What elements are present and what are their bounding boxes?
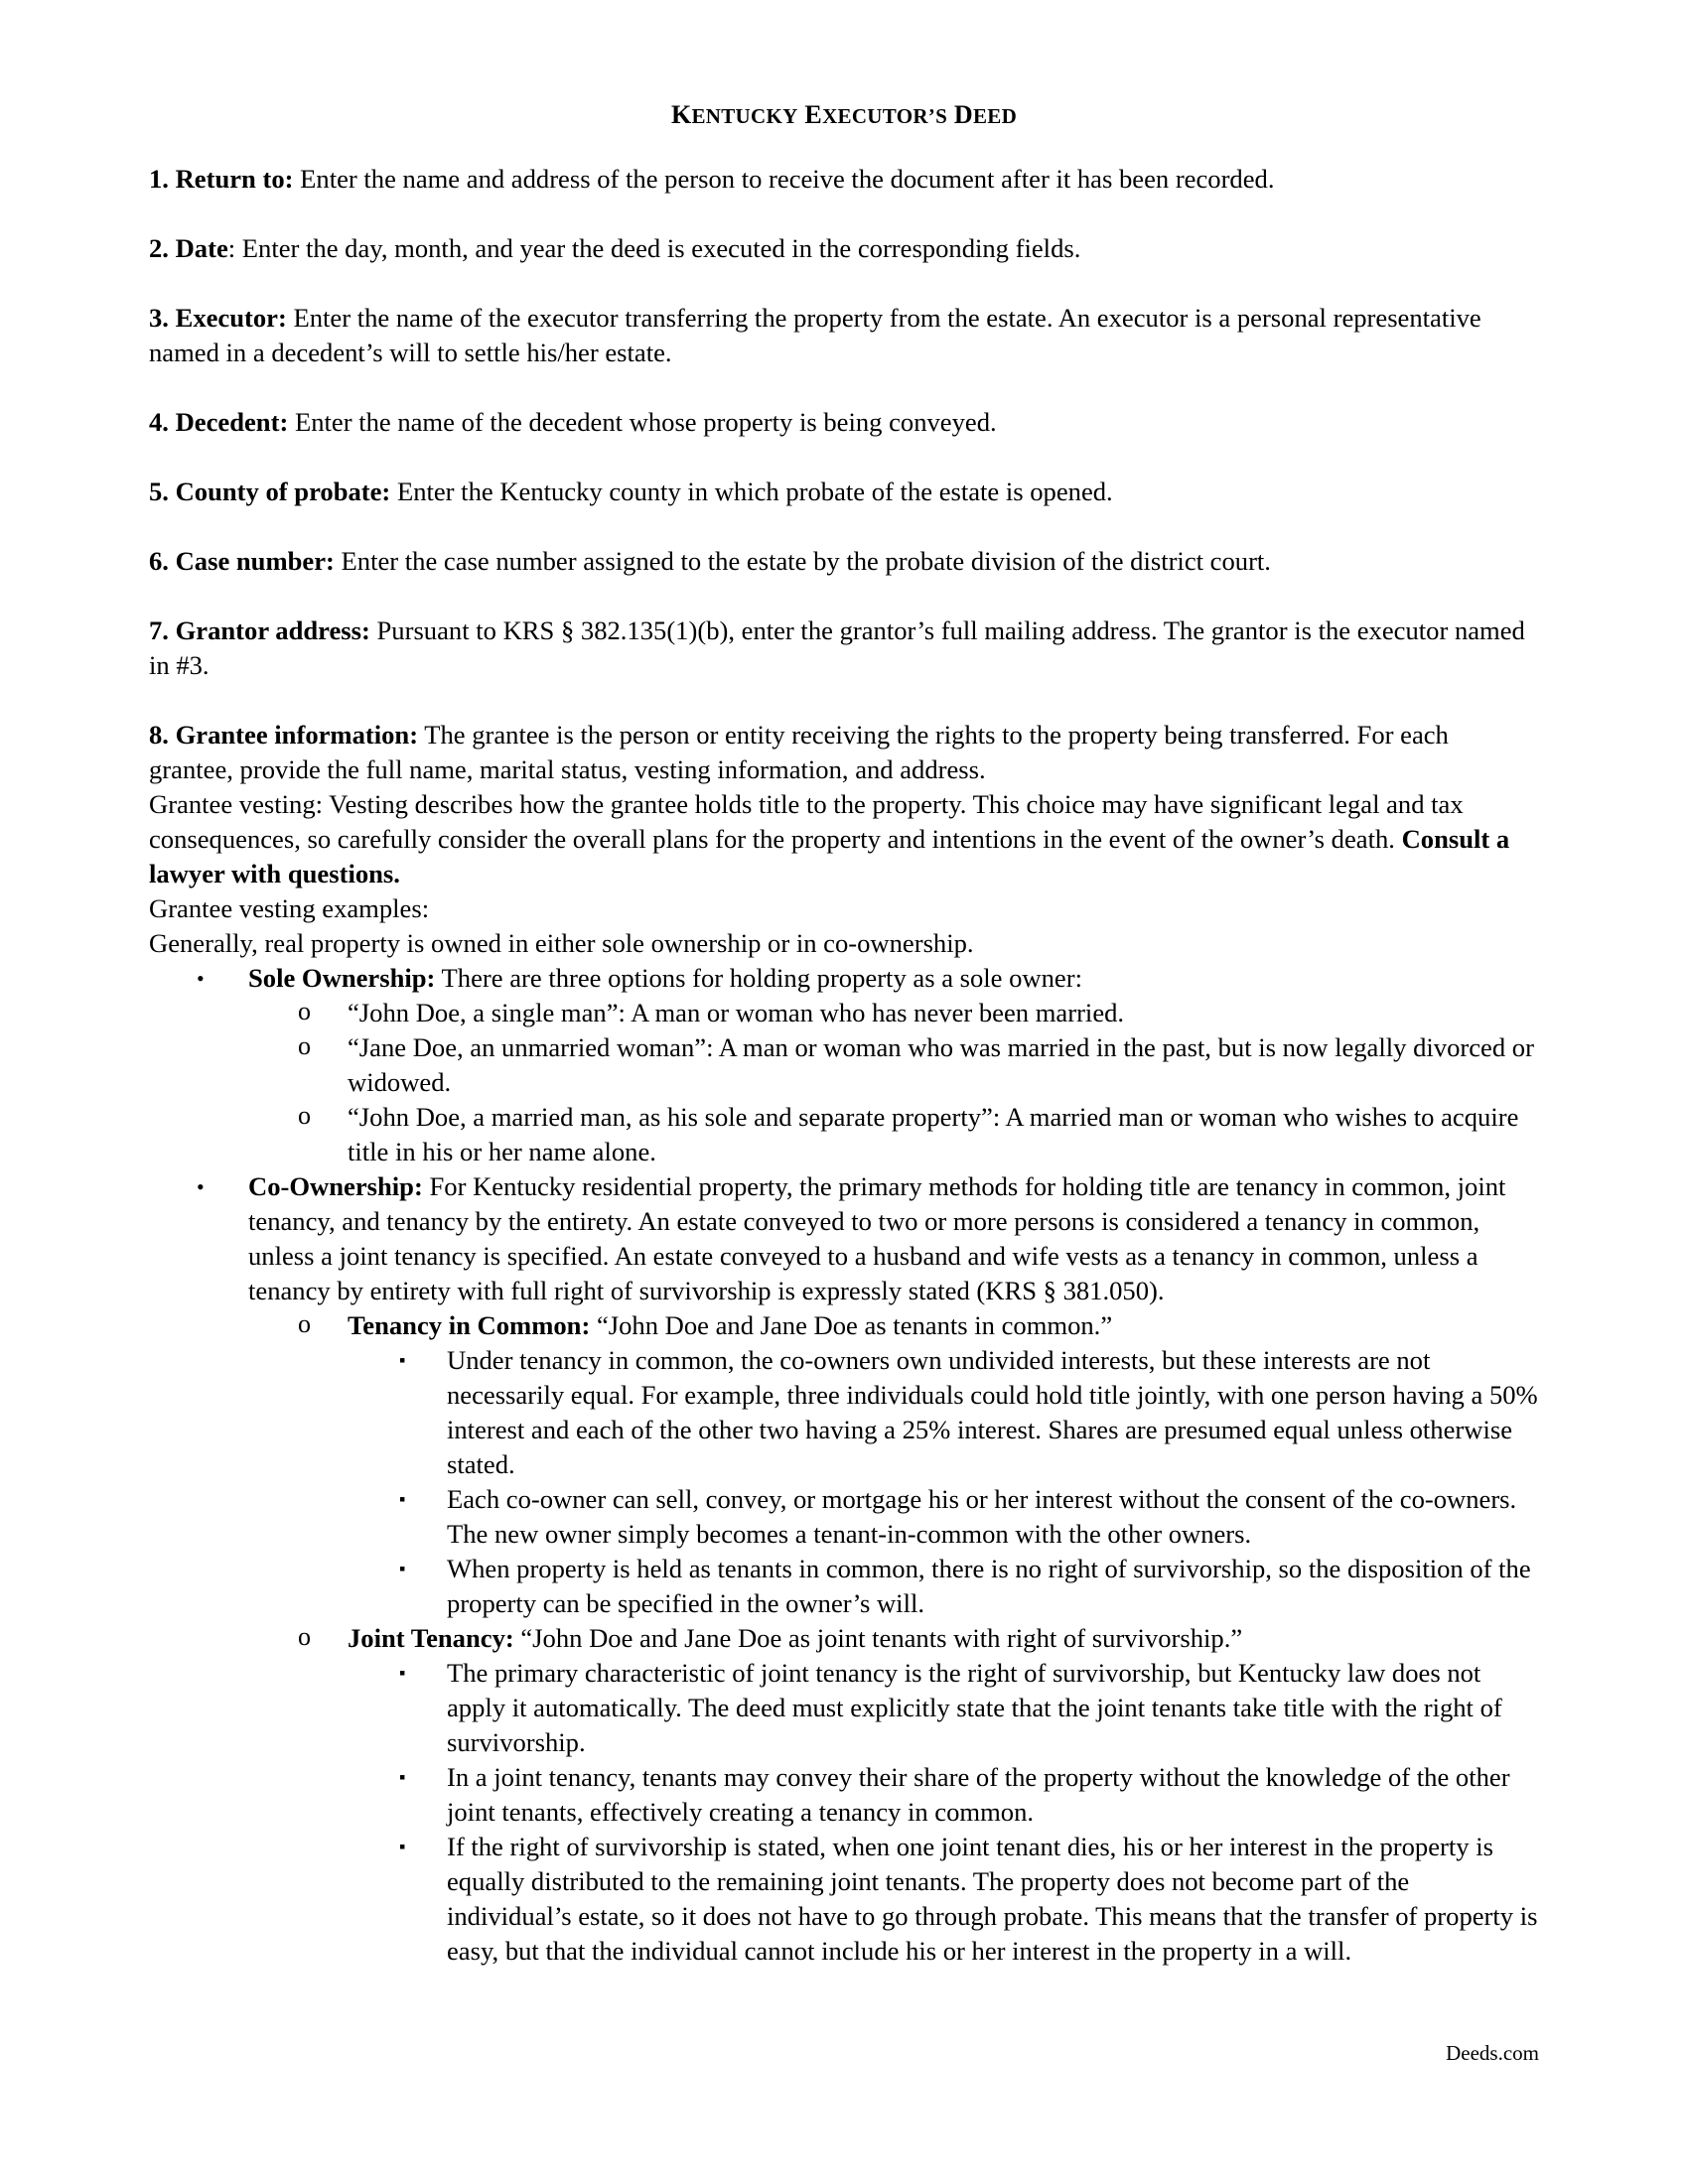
instruction-grantor-address: 7. Grantor address: Pursuant to KRS § 382.135(1)(b), enter the grantor’s full mailing address. The grantor is the executor named in #3. — [149, 615, 1525, 680]
instruction-date: 2. Date: Enter the day, month, and year the deed is executed in the corresponding fields. — [149, 233, 1081, 263]
square-bullet-icon: ▪ — [399, 1559, 406, 1578]
list-item: ▪ In a joint tenancy, tenants may convey their share of the property without the knowledge of the other joint tenants, effectively creating a tenancy in common. — [399, 1762, 1510, 1827]
instruction-county-of-probate: 5. County of probate: Enter the Kentucky county in which probate of the estate is opened. — [149, 477, 1113, 506]
square-bullet-icon: ▪ — [399, 1837, 406, 1856]
ownership-list — [149, 961, 1539, 1969]
document-page — [149, 97, 1539, 1969]
square-bullet-icon: ▪ — [399, 1663, 406, 1683]
list-item: o “John Doe, a single man”: A man or woman who has never been married. — [248, 996, 1539, 1030]
square-bullet-icon: ▪ — [399, 1767, 406, 1787]
circle-bullet-icon: o — [298, 1622, 311, 1651]
circle-bullet-icon: o — [298, 1031, 311, 1060]
grantee-intro: 8. Grantee information: The grantee is the person or entity receiving the rights to the property being transferred. For each grantee, provide the full name, marital status, vesting information, and address. — [149, 720, 1449, 784]
square-bullet-icon: ▪ — [399, 1489, 406, 1509]
list-item: ▪ The primary characteristic of joint tenancy is the right of survivorship, but Kentucky law does not apply it automatically. The deed must explicitly state that the joint tenants take title with the right of survivorship. — [399, 1658, 1502, 1757]
bullet-icon: • — [197, 966, 205, 991]
list-item: ▪ When property is held as tenants in common, there is no right of survivorship, so the disposition of the property can be specified in the owner’s will. — [399, 1554, 1531, 1618]
circle-bullet-icon: o — [298, 1101, 311, 1130]
instruction-return-to: 1. Return to: Enter the name and address of the person to receive the document after it has been recorded. — [149, 164, 1275, 194]
instruction-decedent: 4. Decedent: Enter the name of the decedent whose property is being conveyed. — [149, 407, 997, 437]
list-item-tenancy-in-common: o Tenancy in Common: “John Doe and Jane Doe as tenants in common.” ▪ Under tenancy in common, the co-owners own undivided interests, but these interests are not necessarily equal. For example, three individuals could hold title jointly, with one person having a 50% interest and each of the other two having a 25% interest. Shares are presumed equal unless otherwise stated. ▪ Each co-owner can sell, convey, or mortgage his or her interest without the consent of the co-owners. The new owner simply becomes a tenant-in-common with the other owners. ▪ When property is held as tenants in common, there is no right of survivorship, so the disposition of the property can be specified in the owner’s will. — [248, 1308, 1539, 1621]
list-item-sole-ownership: • Sole Ownership: There are three options for holding property as a sole owner: o “John Doe, a single man”: A man or woman who has never been married. o “Jane Doe, an unmarried woman”: A man or woman who was married in the past, but is now legally divorced or widowed. o “John Doe, a married man, as his sole and separate property”: A married man or woman who wishes to acquire title in his or her name alone. — [149, 961, 1539, 1169]
footer-source: Deeds.com — [1446, 2041, 1539, 2065]
list-item-co-ownership: • Co-Ownership: For Kentucky residential property, the primary methods for holding title are tenancy in common, joint tenancy, and tenancy by the entirety. An estate conveyed to two or more persons is considered a tenancy in common, unless a joint tenancy is specified. An estate conveyed to a husband and wife vests as a tenancy in common, unless a tenancy by entirety with full right of survivorship is expressly stated (KRS § 381.050). o Tenancy in Common: “John Doe and Jane Doe as tenants in common.” ▪ Under tenancy in common, the co-owners own undivided interests, but these interests are not necessarily equal. For example, three individuals could hold title jointly, with one person having a 50% interest and each of the other two having a 25% interest. Shares are presumed equal unless otherwise stated. ▪ Each co-owner can sell, convey, or mortgage his or her interest without the consent of the co-owners. The new owner simply becomes a tenant-in-common with the other owners. ▪ When property is held as tenants in common, there is no right of survivorship, so the disposition of the property can be specified in the owner’s will. o Joint Tenancy: “John Doe and Jane Doe as joint tenants with right of survivorship.” ▪ The primary characteristic of joint tenancy is the right of survivorship, but Kentucky law does not apply it automatically. The deed must explicitly state that the joint tenants take title with the right of survivorship. ▪ In a joint tenancy, tenants may convey their share of the property without the knowledge of the other joint tenants, effectively creating a tenancy in common. ▪ If the right of survivorship is stated, when one joint tenant dies, his or her interest in the property is equally distributed to the remaining joint tenants. The property does not become part of the individual’s estate, so it does not have to go through probate. This means that the transfer of property is easy, but that the individual cannot include his or her interest in the property in a will. — [149, 1169, 1539, 1969]
list-item: ▪ If the right of survivorship is stated, when one joint tenant dies, his or her interest in the property is equally distributed to the remaining joint tenants. The property does not become part of the individual’s estate, so it does not have to go through probate. This means that the transfer of property is easy, but that the individual cannot include his or her interest in the property in a will. — [399, 1832, 1538, 1966]
circle-bullet-icon: o — [298, 997, 311, 1025]
list-item: o “John Doe, a married man, as his sole and separate property”: A married man or woman who wishes to acquire title in his or her name alone. — [248, 1100, 1539, 1169]
list-item: ▪ Each co-owner can sell, convey, or mortgage his or her interest without the consent of the co-owners. The new owner simply becomes a tenant-in-common with the other owners. — [399, 1484, 1517, 1549]
list-item: ▪ Under tenancy in common, the co-owners own undivided interests, but these interests are not necessarily equal. For example, three individuals could hold title jointly, with one person having a 50% interest and each of the other two having a 25% interest. Shares are presumed equal unless otherwise stated. — [399, 1345, 1538, 1479]
square-bullet-icon: ▪ — [399, 1350, 406, 1370]
vesting-examples-heading: Grantee vesting examples: — [149, 893, 430, 923]
list-item: o “Jane Doe, an unmarried woman”: A man or woman who was married in the past, but is now legally divorced or widowed. — [248, 1030, 1539, 1100]
grantee-vesting: Grantee vesting: Vesting describes how the grantee holds title to the property. This choice may have significant legal and tax consequences, so carefully consider the overall plans for the property and intentions in the event of the owner’s death. Consult a lawyer with questions. — [149, 789, 1510, 888]
instruction-executor: 3. Executor: Enter the name of the executor transferring the property from the estate. An executor is a personal representative named in a decedent’s will to settle his/her estate. — [149, 303, 1481, 367]
ownership-overview: Generally, real property is owned in either sole ownership or in co-ownership. — [149, 928, 974, 958]
instruction-case-number: 6. Case number: Enter the case number assigned to the estate by the probate division of the district court. — [149, 546, 1271, 576]
circle-bullet-icon: o — [298, 1309, 311, 1338]
instruction-grantee-information — [149, 718, 1539, 1969]
list-item-joint-tenancy: o Joint Tenancy: “John Doe and Jane Doe as joint tenants with right of survivorship.” ▪ The primary characteristic of joint tenancy is the right of survivorship, but Kentucky law does not apply it automatically. The deed must explicitly state that the joint tenants take title with the right of survivorship. ▪ In a joint tenancy, tenants may convey their share of the property without the knowledge of the other joint tenants, effectively creating a tenancy in common. ▪ If the right of survivorship is stated, when one joint tenant dies, his or her interest in the property is equally distributed to the remaining joint tenants. The property does not become part of the individual’s estate, so it does not have to go through probate. This means that the transfer of property is easy, but that the individual cannot include his or her interest in the property in a will. — [248, 1621, 1539, 1969]
bullet-icon: • — [197, 1174, 205, 1199]
page-title: KENTUCKY EXECUTOR’S DEED — [670, 100, 1018, 129]
